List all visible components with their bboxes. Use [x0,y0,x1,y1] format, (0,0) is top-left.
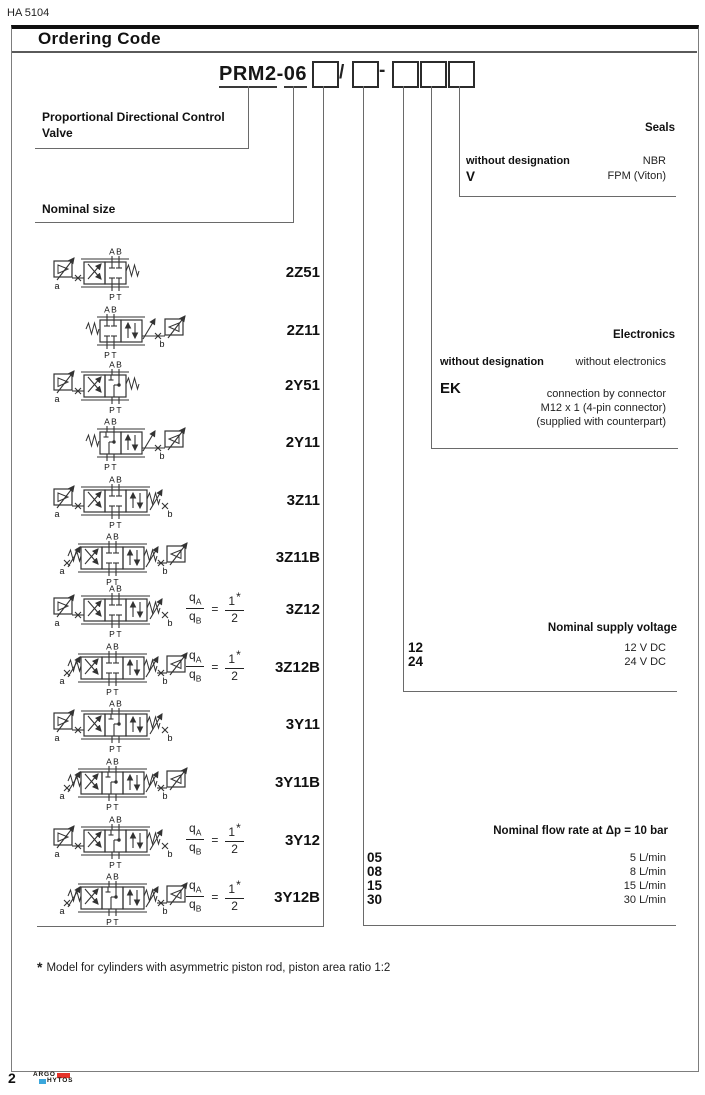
svg-text:a: a [59,791,65,801]
svg-text:P: P [109,744,115,754]
svg-text:b: b [167,509,173,519]
svg-text:B: B [113,758,119,767]
svg-text:a: a [59,676,65,686]
flow-ratio-left-fraction: $\frac{q_A}{q_B}$ [186,879,204,914]
svg-text:A: A [104,306,110,315]
flow-ratio-3Y12: $\frac{q_A}{q_B}$ = $\frac{1*}{2}$ [186,822,244,857]
svg-text:P: P [109,860,115,870]
svg-text:A: A [106,758,112,767]
option-code-flow-2: 15 [367,878,383,893]
code-box-seals [448,61,475,88]
svg-text:B: B [111,418,117,427]
code-box-electronics [420,61,447,88]
section-title-electronics: Electronics [613,329,675,341]
svg-text:P: P [109,292,115,302]
svg-text:B: B [116,585,122,594]
valve-symbol-2Y51 [48,361,198,420]
code-separator-hyphen: - [379,60,386,81]
svg-text:A: A [109,585,115,594]
connector-line-size [293,86,294,222]
underline-voltage-section [403,691,677,692]
option-value-electronics-0-0: without electronics [575,356,666,368]
code-box-voltage [392,61,419,88]
svg-text:A: A [109,361,115,370]
svg-text:a: a [54,394,60,404]
option-code-flow-3: 30 [367,892,383,907]
svg-text:A: A [106,533,112,542]
svg-text:B: B [111,306,117,315]
valve-symbol-2Z11 [48,306,198,365]
logo-row-hytos [39,1078,73,1084]
svg-text:T: T [116,520,122,530]
svg-text:P: P [106,577,112,587]
option-value-electronics-1-0: connection by connector [546,388,666,400]
page-title: Ordering Code [38,29,161,48]
argo-hytos-logo [33,1072,73,1084]
code-box-flow-rate [352,61,379,88]
valve-symbol-2Z51 [48,248,198,307]
section-title-voltage: Nominal supply voltage [547,622,677,634]
option-value-voltage-0-0: 12 V DC [624,642,666,654]
underline-size-label [35,222,294,223]
option-value-electronics-1-2: (supplied with counterpart) [536,416,666,428]
valve-symbol-3Y12B [48,873,198,932]
svg-text:T: T [113,687,119,697]
connector-line-voltage [403,86,404,691]
svg-text:B: B [116,248,122,257]
valve-code-label: 3Z11 [286,492,320,509]
svg-text:P: P [106,917,112,927]
valve-symbol-3Z12B [48,643,198,702]
product-label: Proportional Directional Control Valve [42,110,225,140]
flow-ratio-right-fraction: $\frac{1*}{2}$ [225,879,243,914]
svg-text:a: a [54,618,60,628]
option-code-seals-0: without designation [466,155,570,167]
svg-text:P: P [109,520,115,530]
option-value-seals-1-0: FPM (Viton) [607,170,666,182]
flow-ratio-left-fraction: $\frac{q_A}{q_B}$ [186,822,204,857]
valve-code-label: 3Y12B [274,889,320,906]
option-value-flow-0-0: 5 L/min [629,852,666,864]
document-code: HA 5104 [7,7,50,19]
svg-text:B: B [116,700,122,709]
svg-text:T: T [111,462,117,472]
svg-text:T: T [113,802,119,812]
svg-text:b: b [159,339,165,349]
valve-code-label: 3Z12B [274,659,320,676]
valve-symbol-3Y11B [48,758,198,817]
valve-code-label: 2Z11 [286,322,320,339]
svg-text:a: a [54,733,60,743]
option-value-flow-1-0: 8 L/min [629,866,666,878]
svg-text:P: P [106,802,112,812]
flow-ratio-left-fraction: $\frac{q_A}{q_B}$ [186,649,204,684]
code-prefix-series: PRM2 [219,63,277,88]
footnote-asterisk: * [37,959,43,975]
svg-text:A: A [104,418,110,427]
svg-text:B: B [116,361,122,370]
section-title-flow: Nominal flow rate at Δp = 10 bar [493,825,668,837]
svg-text:T: T [116,292,122,302]
svg-text:b: b [167,849,173,859]
svg-text:T: T [113,917,119,927]
svg-text:P: P [104,462,110,472]
svg-text:b: b [167,733,173,743]
svg-text:A: A [106,873,112,882]
underline-flow-section [363,925,676,926]
flow-ratio-right-fraction: $\frac{1*}{2}$ [225,649,243,684]
svg-text:P: P [106,687,112,697]
flow-ratio-3Z12B: $\frac{q_A}{q_B}$ = $\frac{1*}{2}$ [186,649,244,684]
page-number: 2 [8,1070,16,1086]
valve-symbol-3Z11 [48,476,198,535]
svg-text:a: a [54,281,60,291]
svg-text:P: P [109,405,115,415]
svg-text:B: B [113,533,119,542]
valve-symbol-3Z11B [48,533,198,592]
svg-text:a: a [59,566,65,576]
flow-ratio-3Z12: $\frac{q_A}{q_B}$ = $\frac{1*}{2}$ [186,591,244,626]
svg-text:P: P [104,350,110,360]
svg-text:a: a [59,906,65,916]
svg-text:B: B [113,643,119,652]
option-value-flow-3-0: 30 L/min [623,894,666,906]
svg-text:b: b [162,676,168,686]
svg-text:a: a [54,509,60,519]
svg-text:P: P [109,629,115,639]
valve-code-label: 3Z12 [285,601,320,618]
valve-symbol-3Y11 [48,700,198,759]
valve-code-label: 2Y11 [285,434,320,451]
code-prefix-size: 06 [284,63,307,88]
svg-text:b: b [162,791,168,801]
svg-text:T: T [116,744,122,754]
logo-text-argo: ARGO [33,1071,56,1078]
valve-code-label: 3Y11B [274,774,320,791]
ordering-code-prefix [219,63,307,86]
svg-text:T: T [116,629,122,639]
valve-symbol-3Y12 [48,816,198,875]
valve-code-label: 3Y11 [285,716,320,733]
option-code-voltage-0: 12 [408,640,424,655]
underline-product-label [35,148,249,149]
option-value-seals-0-0: NBR [642,155,666,167]
svg-text:b: b [159,451,165,461]
option-code-voltage-1: 24 [408,654,424,669]
svg-text:T: T [116,405,122,415]
nominal-size-label: Nominal size [42,202,116,216]
svg-text:T: T [113,577,119,587]
svg-text:T: T [116,860,122,870]
flow-ratio-left-fraction: $\frac{q_A}{q_B}$ [186,591,204,626]
option-code-electronics-1: EK [440,380,461,397]
option-value-flow-2-0: 15 L/min [623,880,666,892]
valve-code-label: 3Z11B [275,549,320,566]
svg-text:b: b [167,618,173,628]
code-separator-slash: / [339,62,345,83]
option-code-flow-0: 05 [367,850,383,865]
svg-text:B: B [116,816,122,825]
svg-text:A: A [106,643,112,652]
svg-text:A: A [109,700,115,709]
svg-text:A: A [109,476,115,485]
code-prefix-dash: - [276,63,284,85]
header-divider [12,51,697,53]
svg-text:b: b [162,566,168,576]
logo-blue-rect [39,1079,46,1084]
option-code-seals-1: V [466,169,476,184]
valve-symbol-3Z12 [48,585,198,644]
option-code-electronics-0: without designation [440,356,544,368]
svg-text:a: a [54,849,60,859]
valve-code-label: 2Z51 [285,264,320,281]
section-title-seals: Seals [644,122,675,134]
svg-text:A: A [109,816,115,825]
logo-text-hytos: HYTOS [47,1077,74,1084]
flow-ratio-3Y12B: $\frac{q_A}{q_B}$ = $\frac{1*}{2}$ [186,879,244,914]
connector-line-flow [363,86,364,925]
svg-text:T: T [111,350,117,360]
flow-ratio-right-fraction: $\frac{1*}{2}$ [225,591,243,626]
valve-symbol-2Y11 [48,418,198,477]
svg-text:B: B [116,476,122,485]
connector-line-valve-type [323,86,324,926]
footnote [37,959,390,975]
option-value-electronics-1-1: M12 x 1 (4-pin connector) [540,402,666,414]
underline-seals-section [459,196,676,197]
flow-ratio-right-fraction: $\frac{1*}{2}$ [225,822,243,857]
footnote-text: Model for cylinders with asymmetric piston rod, piston area ratio 1:2 [46,962,391,974]
valve-code-label: 3Y12 [284,832,320,849]
svg-text:B: B [113,873,119,882]
svg-text:A: A [109,248,115,257]
svg-text:b: b [162,906,168,916]
code-box-valve-type [312,61,339,88]
underline-electronics-section [431,448,678,449]
option-value-voltage-1-0: 24 V DC [624,656,666,668]
valve-code-label: 2Y51 [284,377,320,394]
option-code-flow-1: 08 [367,864,383,879]
